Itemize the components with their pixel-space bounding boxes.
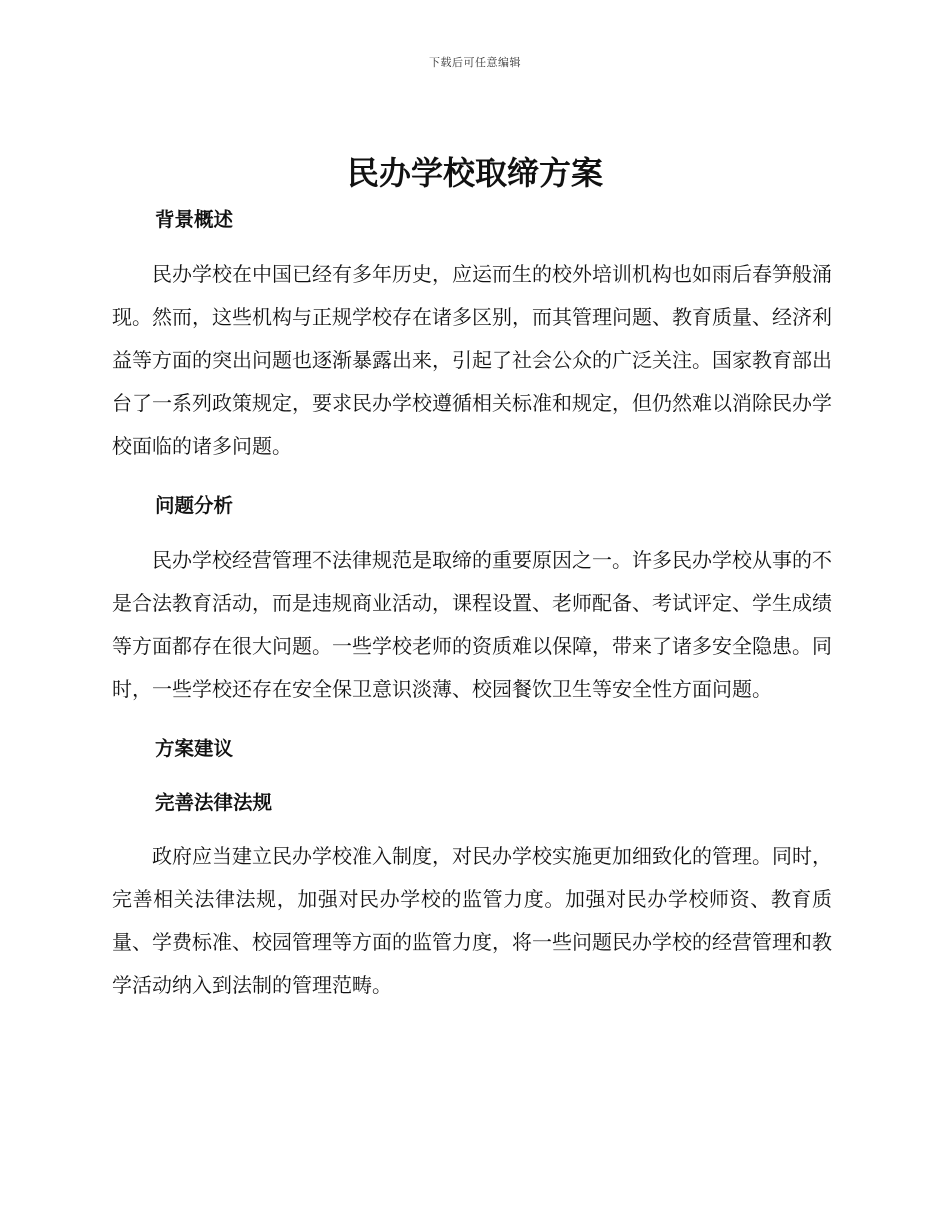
- section-proposal: [112, 729, 832, 769]
- section-paragraph-background: 民办学校在中国已经有多年历史，应运而生的校外培训机构也如雨后春笋般涌现。然而，这些机构与正规学校存在诸多区别，而其管理问题、教育质量、经济利益等方面的突出问题也逐渐暴露出来，引起了社会公众的广泛关注。国家教育部出台了一系列政策规定，要求民办学校遵循相关标准和规定，但仍然难以消除民办学校面临的诸多问题。: [112, 262, 832, 458]
- document-title: 民办学校取缔方案: [346, 154, 603, 192]
- section-heading-background: 背景概述: [155, 208, 234, 231]
- section-heading-proposal: 方案建议: [155, 737, 234, 760]
- section-heading-problem-analysis: 问题分析: [155, 494, 234, 517]
- section-paragraph-legal-improvement: 政府应当建立民办学校准入制度，对民办学校实施更加细致化的管理。同时，完善相关法律法规，加强对民办学校的监管力度。加强对民办学校师资、教育质量、学费标准、校园管理等方面的监管力度，将一些问题民办学校的经营管理和教学活动纳入到法制的管理范畴。: [112, 844, 832, 997]
- page-header-note: 下载后可任意编辑: [429, 56, 521, 69]
- section-problem-analysis: [112, 486, 832, 711]
- document-body: [112, 200, 832, 1007]
- section-paragraph-problem-analysis: 民办学校经营管理不法律规范是取缔的重要原因之一。许多民办学校从事的不是合法教育活动，而是违规商业活动，课程设置、老师配备、考试评定、学生成绩等方面都存在很大问题。一些学校老师的资质难以保障，带来了诸多安全隐患。同时，一些学校还存在安全保卫意识淡薄、校园餐饮卫生等安全性方面问题。: [112, 548, 832, 701]
- section-heading-legal-improvement: 完善法律法规: [155, 791, 273, 814]
- section-background: [112, 200, 832, 468]
- section-legal-improvement: [112, 783, 832, 1007]
